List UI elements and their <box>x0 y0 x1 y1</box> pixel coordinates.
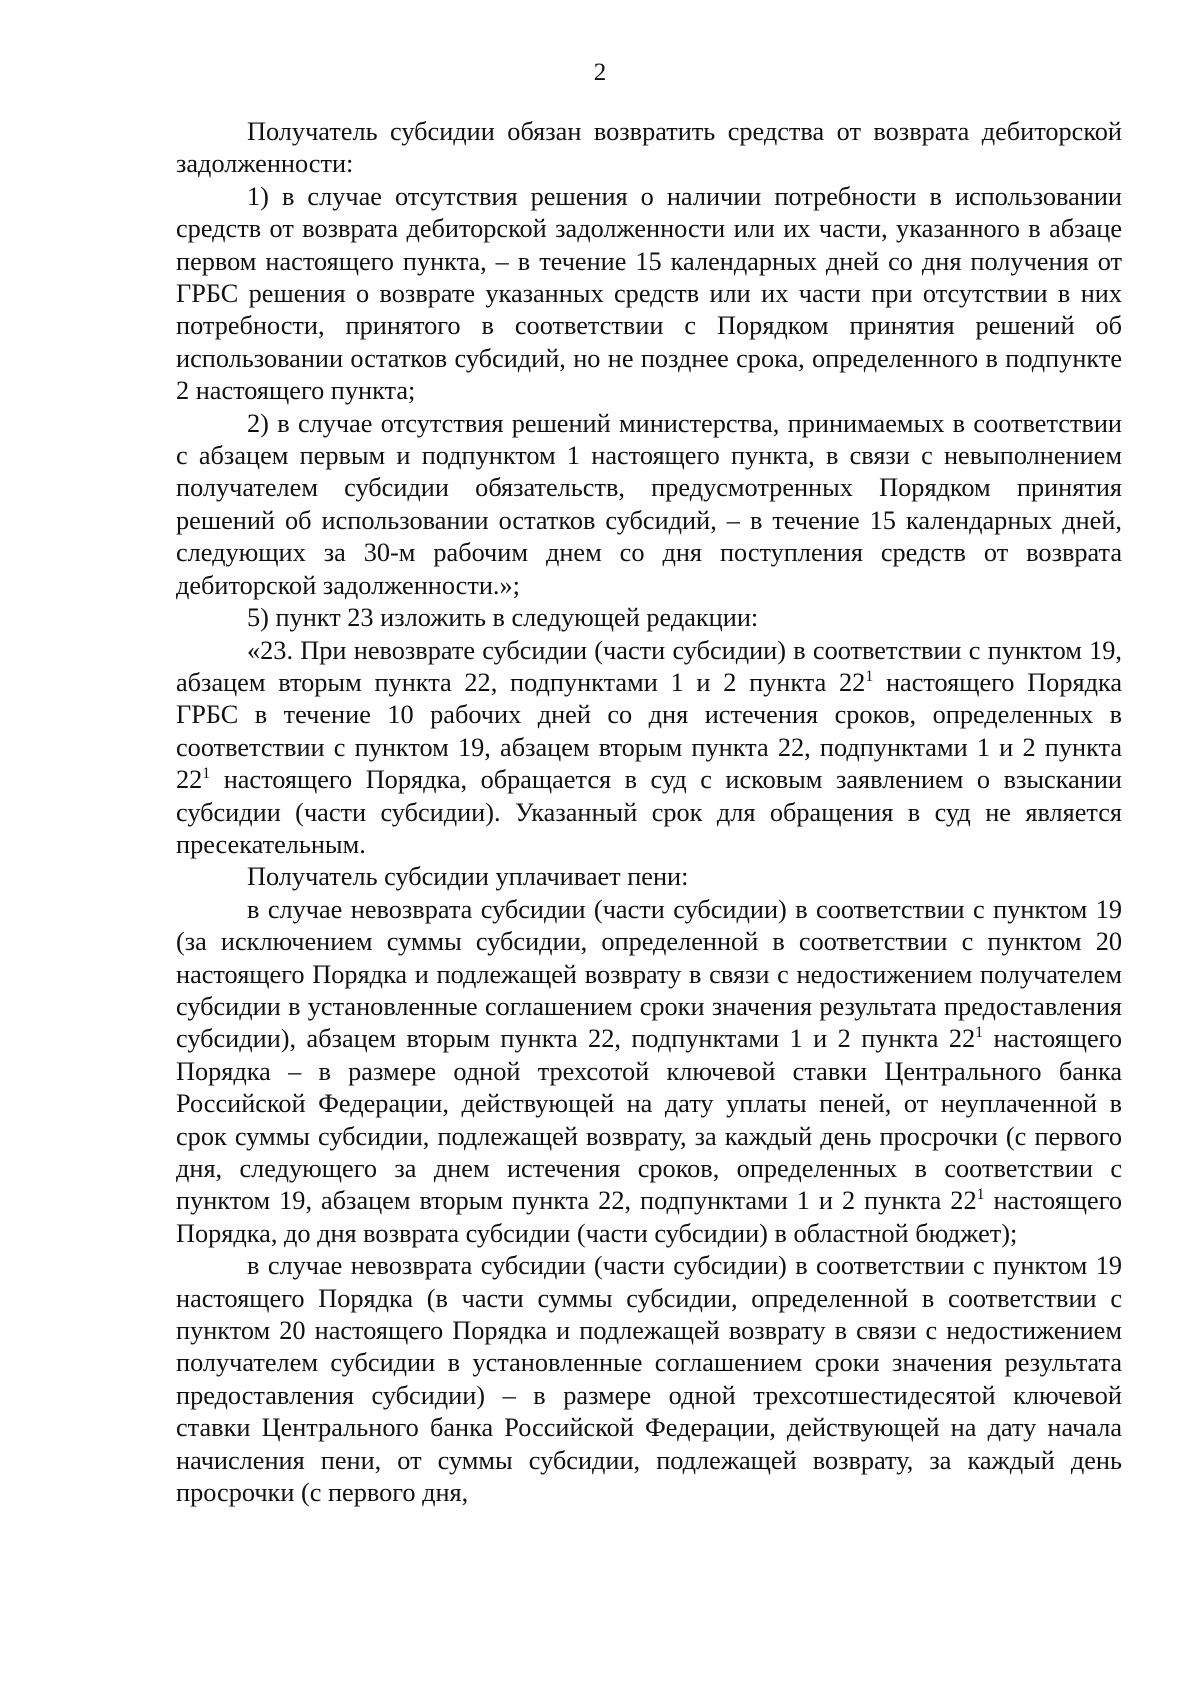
paragraph-return-obligation <box>176 116 1122 181</box>
page-number: 2 <box>593 59 607 86</box>
paragraph-penalty-case-1 <box>176 894 1122 1250</box>
paragraph-penalty-case-2 <box>176 1250 1122 1509</box>
superscript: 1 <box>975 1024 984 1042</box>
paragraph-point-23 <box>176 635 1122 862</box>
paragraph-text: настоящего Порядка – в размере одной трехсотой ключевой ставки Центрального банка Российской Федерации, действующей на дату уплаты пеней, от неуплаченной в срок суммы субсидии, подлежащей возврату, за каждый день просрочки (с первого дня, следующего за днем истечения сроков, определенных в соответствии с пунктом 19, абзацем вторым пункта 22, подпунктами 1 и 2 пункта 22 <box>176 1024 1122 1216</box>
paragraph-subitem-1 <box>176 181 1122 408</box>
paragraph-text: 1) в случае отсутствия решения о наличии потребности в использовании средств от возврата дебиторской задолженности или их части, указанного в абзаце первом настоящего пункта, – в течение 15 календарных дней со дня получения от ГРБС решения о возврате указанных средств или их части при отсутствии в них потребности, принятого в соответствии с Порядком принятия решений об использовании остатков субсидий, но не позднее срока, определенного в подпункте 2 настоящего пункта; <box>176 181 1122 406</box>
superscript: 1 <box>202 764 211 782</box>
paragraph-text: «23. При невозврате субсидии (части субсидии) в соответствии с пунктом 19, абзацем вторым пункта 22, подпунктами 1 и 2 пункта 22 <box>176 635 1122 697</box>
paragraph-subitem-2 <box>176 408 1122 602</box>
document-body <box>176 116 1122 1509</box>
paragraph-text: 2) в случае отсутствия решений министерства, принимаемых в соответствии с абзацем первым и подпунктом 1 настоящего пункта, в связи с невыполнением получателем субсидии обязательств, предусмотренных Порядком принятия решений об использовании остатков субсидий, – в течение 15 календарных дней, следующих за 30-м рабочим днем со дня поступления средств от возврата дебиторской задолженности.»; <box>176 408 1122 600</box>
paragraph-text: настоящего Порядка ГРБС в течение 10 рабочих дней со дня истечения сроков, определенных в соответствии с пунктом 19, абзацем вторым пункта 22, подпунктами 1 и 2 пункта 22 <box>176 667 1123 795</box>
paragraph-text: настоящего Порядка, до дня возврата субсидии (части субсидии) в областной бюджет); <box>176 1186 1122 1248</box>
paragraph-penalty-intro <box>176 861 1122 893</box>
paragraph-text: Получатель субсидии обязан возвратить средства от возврата дебиторской задолженности: <box>176 117 1122 179</box>
paragraph-item-5 <box>176 602 1122 634</box>
superscript: 1 <box>865 667 874 685</box>
superscript: 1 <box>976 1186 985 1204</box>
paragraph-text: в случае невозврата субсидии (части субсидии) в соответствии с пунктом 19 настоящего Порядка (в части суммы субсидии, определенной в соответствии с пунктом 20 настоящего Порядка и подлежащей возврату в связи с недостижением получателем субсидии в установленные соглашением сроки значения результата предоставления субсидии) – в размере одной трехсотшестидесятой ключевой ставки Центрального банка Российской Федерации, действующей на дату начала начисления пени, от суммы субсидии, подлежащей возврату, за каждый день просрочки (с первого дня, <box>176 1251 1122 1508</box>
paragraph-text: в случае невозврата субсидии (части субсидии) в соответствии с пунктом 19 (за исключением суммы субсидии, определенной в соответствии с пунктом 20 настоящего Порядка и подлежащей возврату в связи с недостижением получателем субсидии в установленные соглашением сроки значения результата предоставления субсидии), абзацем вторым пункта 22, подпунктами 1 и 2 пункта 22 <box>176 894 1122 1054</box>
paragraph-text: Получатель субсидии уплачивает пени: <box>247 862 689 892</box>
paragraph-text: 5) пункт 23 изложить в следующей редакции: <box>247 603 759 633</box>
paragraph-text: настоящего Порядка, обращается в суд с исковым заявлением о взыскании субсидии (части субсидии). Указанный срок для обращения в суд не является пресекательным. <box>176 765 1122 859</box>
